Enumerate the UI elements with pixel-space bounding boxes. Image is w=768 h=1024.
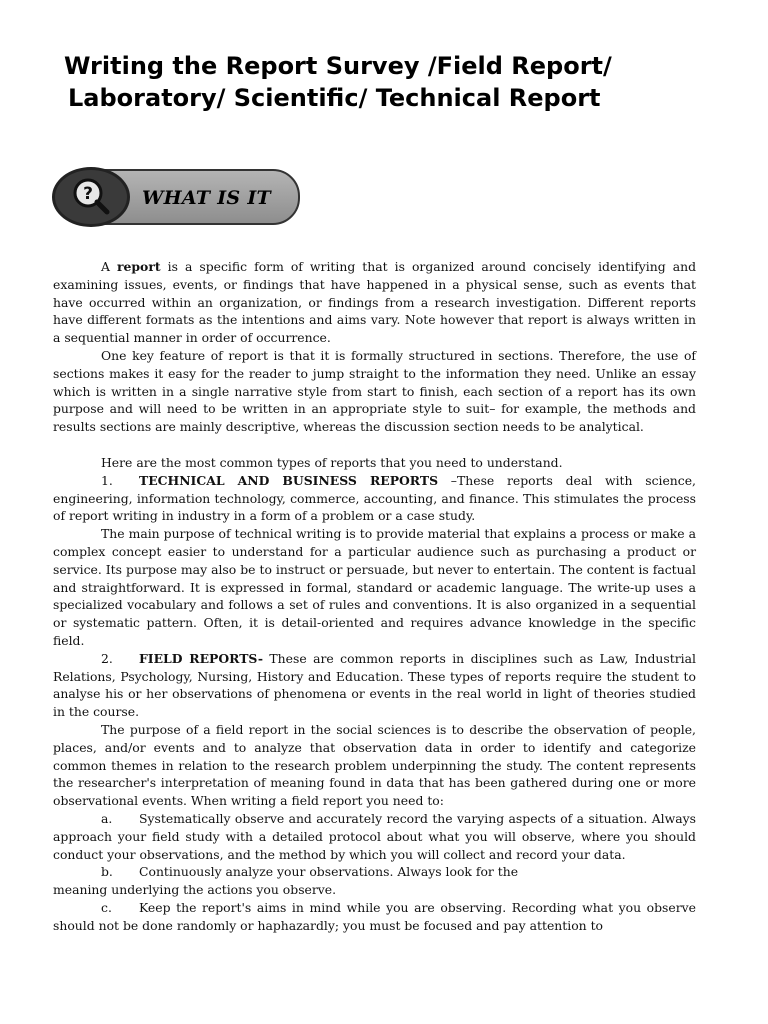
sublist-text: Systematically observe and accurately record the varying aspects of a situation. Always approach your field study with a detailed protocol about what you will observe, where you should conduct your observations, and the method by which you will collect and record your data. (53, 810, 696, 862)
list-number: 1. (101, 472, 113, 488)
list-item-technical (53, 472, 696, 525)
list-label: TECHNICAL AND BUSINESS REPORTS (139, 472, 439, 488)
sublist-text: Keep the report's aims in mind while you are observing. Recording what you observe should not be done randomly or haphazardly; you must be focused and pay attention to (53, 899, 696, 933)
document-title (64, 50, 704, 114)
banner-label: WHAT IS IT (142, 187, 271, 209)
document-body (53, 258, 696, 934)
svg-text:?: ? (83, 184, 93, 204)
what-is-it-banner (52, 167, 298, 225)
list-text: These are common reports in disciplines such as Law, Industrial Relations, Psychology, Nursing, History and Education. These types of reports require the student to analyse his or her observations of phenomena or events in the real world in light of theories studied in the course. (53, 650, 696, 720)
title-line-1: Writing the Report Survey /Field Report/ (64, 52, 612, 80)
list-text: –These reports deal with science, engineering, information technology, commerce, accounting, and finance. This stimulates the process of report writing in industry in a form of a problem or a case study. (53, 472, 697, 524)
paragraph-structure: One key feature of report is that it is formally structured in sections. Therefore, the use of sections makes it easy for the reader to jump straight to the information they need. Unlike an essay which is written in a single narrative style from start to finish, each section of a report has its own purpose and will need to be written in an appropriate style to suit– for example, the methods and results sections are mainly descriptive, whereas the discussion section needs to be analytical. (53, 347, 696, 435)
sublist-item-c (53, 899, 696, 935)
magnifier-question-icon (52, 167, 130, 227)
sublist-text: Continuously analyze your observations. Always look for the (139, 864, 519, 880)
paragraph-types-intro: Here are the most common types of reports that you need to understand. (101, 454, 563, 470)
sublist-item-b-continued: meaning underlying the actions you observe. (53, 882, 337, 898)
bold-term: report (116, 259, 161, 274)
sublist-letter: b. (101, 864, 113, 880)
paragraph-technical-purpose: The main purpose of technical writing is to provide material that explains a process or make a complex concept easier to understand for a particular audience such as purchasing a product or service. Its purpose may also be to instruct or persuade, but never to entertain. The content is factual and straightforward. It is expressed in formal, standard or academic language. The write-up uses a specialized vocabulary and follows a set of rules and conventions. It is also organized in a sequential or systematic pattern. Often, it is detail-oriented and requires advance knowledge in the specific field. (53, 526, 696, 648)
paragraph-text: is a specific form of writing that is organized around concisely identifying and examining issues, events, or findings that have happened in a physical sense, such as events that have occurred within an organization, or findings from a research investigation. Different reports have different formats as the intentions and aims vary. Note however that report is always written in a sequential manner in order of occurrence. (53, 259, 697, 346)
sublist-item-a (53, 810, 696, 863)
paragraph-field-purpose: The purpose of a field report in the social sciences is to describe the observation of people, places, and/or events and to analyze that observation data in order to identify and categorize common themes in relation to the research problem underpinning the study. The content represents the researcher's interpretation of meaning found in data that has been gathered during one or more observational events. When writing a field report you need to: (53, 721, 696, 809)
list-item-field (53, 650, 696, 721)
sublist-item-b (53, 863, 696, 881)
sublist-letter: c. (101, 899, 112, 915)
title-line-2: Laboratory/ Scientific/ Technical Report (68, 84, 601, 112)
list-label: FIELD REPORTS- (139, 650, 263, 666)
paragraph-intro (53, 258, 696, 347)
list-number: 2. (101, 650, 113, 666)
paragraph-text: A (101, 259, 117, 274)
sublist-letter: a. (101, 810, 113, 826)
